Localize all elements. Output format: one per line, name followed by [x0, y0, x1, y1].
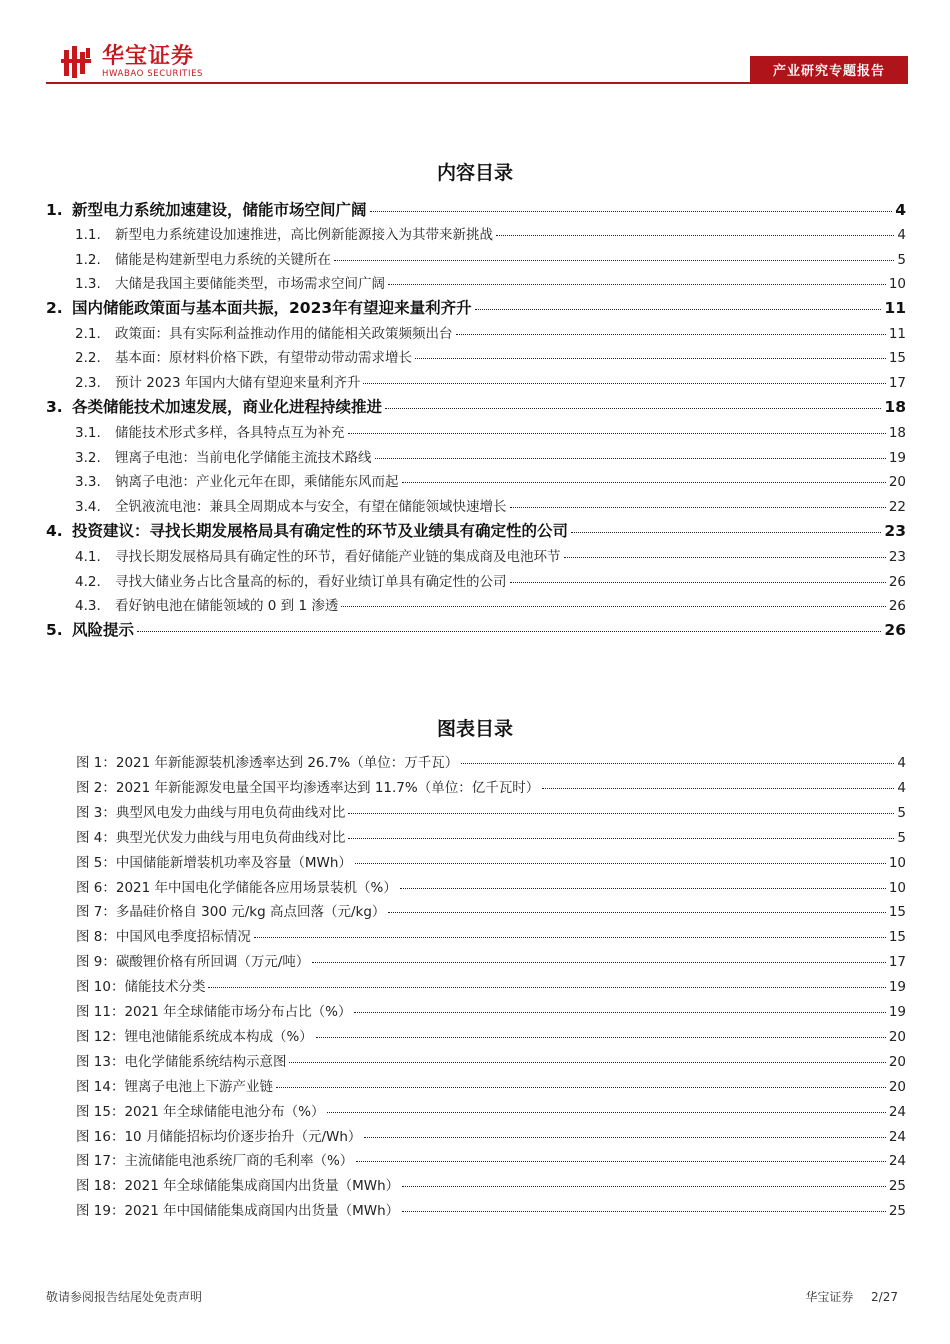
- entry-page-number: 19: [888, 979, 906, 996]
- entry-page-number: 4: [895, 201, 906, 219]
- entry-label: 图 3：典型风电发力曲线与用电负荷曲线对比: [76, 804, 346, 821]
- entry-label: 基本面：原材料价格下跌，有望带动带动需求增长: [115, 350, 412, 366]
- entry-page-number: 10: [888, 276, 906, 292]
- entry-label: 寻找大储业务占比含量高的标的，看好业绩订单具有确定性的公司: [115, 574, 507, 590]
- entry-label: 图 7：多晶硅价格自 300 元/kg 高点回落（元/kg）: [76, 904, 386, 921]
- entry-page-number: 10: [888, 854, 906, 871]
- page-number: 2/27: [871, 1290, 898, 1304]
- figure-entry[interactable]: [76, 776, 906, 800]
- entry-label: 图 16：10 月储能招标均价逐步抬升（元/Wh）: [76, 1128, 362, 1145]
- figure-entry[interactable]: [76, 1149, 906, 1173]
- entry-page-number: 24: [888, 1103, 906, 1120]
- entry-label: 图 6：2021 年中国电化学储能各应用场景装机（%）: [76, 879, 397, 896]
- entry-label: 图 13：电化学储能系统结构示意图: [76, 1053, 287, 1070]
- dot-leader: [348, 838, 894, 839]
- dot-leader: [370, 211, 893, 212]
- entry-number: 1.3.: [75, 276, 101, 292]
- dot-leader: [355, 863, 886, 864]
- entry-page-number: 24: [888, 1153, 906, 1170]
- entry-label: 图 8：中国风电季度招标情况: [76, 929, 251, 946]
- entry-label: 图 2：2021 年新能源发电量全国平均渗透率达到 11.7%（单位：亿千瓦时）: [76, 779, 540, 796]
- dot-leader: [475, 309, 882, 310]
- dot-leader: [510, 582, 886, 583]
- entry-page-number: 4: [897, 227, 906, 243]
- dot-leader: [456, 334, 886, 335]
- toc-section-entry[interactable]: [75, 545, 906, 569]
- figure-list-title: 图表目录: [436, 718, 513, 740]
- entry-page-number: 19: [888, 1004, 906, 1020]
- entry-label: 图 14：锂离子电池上下游产业链: [76, 1078, 273, 1095]
- toc-section-entry[interactable]: [75, 223, 906, 247]
- page-footer: [0, 1280, 950, 1310]
- entry-label: 图 5：中国储能新增装机功率及容量（MWh）: [76, 854, 352, 871]
- entry-label: 图 17：主流储能电池系统厂商的毛利率（%）: [76, 1153, 354, 1170]
- toc-section-entry[interactable]: [75, 446, 906, 470]
- entry-label: 风险提示: [72, 621, 135, 639]
- entry-label: 国内储能政策面与基本面共振，2023年有望迎来量利齐升: [72, 299, 472, 317]
- dot-leader: [312, 962, 885, 963]
- dot-leader: [341, 606, 885, 607]
- entry-label: 图 11：2021 年全球储能市场分布占比（%）: [76, 1004, 352, 1020]
- dot-leader: [316, 1037, 886, 1038]
- entry-page-number: 15: [888, 904, 906, 921]
- entry-label: 看好钠电池在储能领域的 0 到 1 渗透: [115, 598, 339, 614]
- toc-section-entry[interactable]: [75, 495, 906, 519]
- entry-label: 寻找长期发展格局具有确定性的环节，看好储能产业链的集成商及电池环节: [115, 549, 561, 565]
- entry-label: 图 9：碳酸锂价格有所回调（万元/吨）: [76, 954, 310, 971]
- entry-page-number: 20: [888, 1078, 906, 1095]
- toc-chapter-entry[interactable]: [46, 395, 906, 419]
- toc-title: 内容目录: [436, 162, 513, 184]
- footer-brand: 华宝证券: [805, 1290, 854, 1304]
- entry-label: 钠离子电池：产业化元年在即，乘储能东风而起: [115, 474, 399, 490]
- dot-leader: [289, 1062, 885, 1063]
- logo-english-name: HWABAO SECURITIES: [102, 69, 204, 79]
- entry-label: 锂离子电池：当前电化学储能主流技术路线: [115, 450, 372, 466]
- entry-page-number: 26: [888, 598, 906, 614]
- entry-number: 4.: [46, 522, 63, 540]
- entry-number: 2.1.: [75, 326, 101, 342]
- toc-section-entry[interactable]: [75, 346, 906, 370]
- entry-page-number: 11: [884, 299, 906, 317]
- toc-chapter-entry[interactable]: [46, 519, 906, 543]
- dot-leader: [415, 358, 886, 359]
- figure-entry[interactable]: [76, 826, 906, 850]
- entry-page-number: 4: [897, 779, 906, 796]
- entry-label: 各类储能技术加速发展，商业化进程持续推进: [72, 398, 383, 416]
- dot-leader: [400, 888, 886, 889]
- dot-leader: [402, 1186, 886, 1187]
- entry-label: 全钒液流电池：兼具全周期成本与安全，有望在储能领域快速增长: [115, 499, 507, 515]
- dot-leader: [402, 482, 886, 483]
- entry-page-number: 18: [888, 425, 906, 441]
- entry-label: 预计 2023 年国内大储有望迎来量利齐升: [115, 375, 361, 391]
- report-type-badge: 产业研究专题报告: [750, 56, 908, 82]
- dot-leader: [571, 532, 881, 533]
- logo-chinese-name: 华宝证券: [102, 44, 195, 69]
- toc-section-entry[interactable]: [75, 594, 906, 618]
- dot-leader: [363, 383, 885, 384]
- figure-entry[interactable]: [76, 876, 906, 900]
- entry-label: 政策面：具有实际利益推动作用的储能相关政策频频出台: [115, 326, 453, 342]
- entry-number: 1.1.: [75, 227, 101, 243]
- entry-page-number: 20: [888, 474, 906, 490]
- dot-leader: [348, 813, 894, 814]
- entry-label: 储能是构建新型电力系统的关键所在: [115, 252, 331, 268]
- entry-label: 图 1：2021 年新能源装机渗透率达到 26.7%（单位：万千瓦）: [76, 755, 459, 771]
- entry-label: 新型电力系统加速建设，储能市场空间广阔: [72, 201, 367, 219]
- dot-leader: [208, 987, 885, 988]
- entry-label: 储能技术形式多样，各具特点互为补充: [115, 425, 345, 441]
- figure-entry[interactable]: [76, 1000, 906, 1024]
- dot-leader: [564, 557, 886, 558]
- entry-page-number: 11: [888, 326, 906, 342]
- entry-label: 新型电力系统建设加速推进，高比例新能源接入为其带来新挑战: [115, 227, 493, 243]
- toc-section-entry[interactable]: [75, 570, 906, 594]
- entry-number: 4.1.: [75, 549, 101, 565]
- figure-entry[interactable]: [76, 900, 906, 924]
- figure-entry[interactable]: [76, 950, 906, 974]
- figure-entry[interactable]: [76, 1075, 906, 1099]
- figure-entry[interactable]: [76, 975, 906, 999]
- figure-entry[interactable]: [76, 751, 906, 775]
- dot-leader: [356, 1161, 886, 1162]
- entry-page-number: 26: [888, 574, 906, 590]
- figure-entry[interactable]: [76, 1025, 906, 1049]
- entry-number: 1.: [46, 201, 63, 219]
- toc-chapter-entry[interactable]: [46, 618, 906, 642]
- toc-section-entry[interactable]: [75, 322, 906, 346]
- entry-number: 4.3.: [75, 598, 101, 614]
- dot-leader: [496, 235, 894, 236]
- entry-page-number: 19: [888, 450, 906, 466]
- entry-number: 1.2.: [75, 252, 101, 268]
- dot-leader: [137, 631, 881, 632]
- entry-page-number: 5: [897, 252, 906, 268]
- dot-leader: [402, 1211, 886, 1212]
- entry-page-number: 23: [884, 522, 906, 540]
- entry-number: 3.1.: [75, 425, 101, 441]
- toc-chapter-entry[interactable]: [46, 198, 906, 222]
- dot-leader: [334, 260, 894, 261]
- entry-label: 图 12：锂电池储能系统成本构成（%）: [76, 1028, 313, 1045]
- header-divider: [46, 82, 908, 84]
- toc-chapter-entry[interactable]: [46, 296, 906, 320]
- toc-section-entry[interactable]: [75, 248, 906, 272]
- figure-entry[interactable]: [76, 1174, 906, 1198]
- entry-label: 图 10：储能技术分类: [76, 979, 206, 996]
- toc-section-entry[interactable]: [75, 272, 906, 296]
- hwabao-logo-icon: [60, 44, 96, 80]
- entry-number: 3.2.: [75, 450, 101, 466]
- figure-entry[interactable]: [76, 1050, 906, 1074]
- entry-number: 2.: [46, 299, 63, 317]
- figure-entry[interactable]: [76, 1199, 906, 1223]
- dot-leader: [254, 937, 886, 938]
- entry-label: 图 15：2021 年全球储能电池分布（%）: [76, 1103, 325, 1120]
- entry-page-number: 10: [888, 879, 906, 896]
- dot-leader: [364, 1137, 885, 1138]
- entry-page-number: 20: [888, 1053, 906, 1070]
- entry-page-number: 5: [897, 804, 906, 821]
- figure-entry[interactable]: [76, 925, 906, 949]
- entry-label: 图 4：典型光伏发力曲线与用电负荷曲线对比: [76, 829, 346, 846]
- figure-entry[interactable]: [76, 801, 906, 825]
- dot-leader: [388, 284, 886, 285]
- entry-page-number: 4: [897, 755, 906, 771]
- toc-section-entry[interactable]: [75, 371, 906, 395]
- dot-leader: [375, 458, 886, 459]
- toc-section-entry[interactable]: [75, 421, 906, 445]
- entry-number: 5.: [46, 621, 63, 639]
- entry-number: 2.2.: [75, 350, 101, 366]
- entry-label: 图 18：2021 年全球储能集成商国内出货量（MWh）: [76, 1178, 400, 1195]
- entry-number: 2.3.: [75, 375, 101, 391]
- company-logo: [60, 42, 203, 82]
- entry-page-number: 24: [888, 1128, 906, 1145]
- entry-number: 3.3.: [75, 474, 101, 490]
- dot-leader: [388, 912, 885, 913]
- dot-leader: [327, 1112, 885, 1113]
- entry-number: 4.2.: [75, 574, 101, 590]
- dot-leader: [348, 433, 886, 434]
- entry-page-number: 25: [888, 1203, 906, 1220]
- disclaimer-note: 敬请参阅报告结尾处免责声明: [46, 1290, 203, 1304]
- entry-label: 大储是我国主要储能类型，市场需求空间广阔: [115, 276, 385, 292]
- entry-page-number: 5: [897, 829, 906, 846]
- dot-leader: [542, 788, 894, 789]
- entry-page-number: 22: [888, 499, 906, 515]
- dot-leader: [276, 1087, 886, 1088]
- dot-leader: [354, 1012, 885, 1013]
- figure-entry[interactable]: [76, 1125, 906, 1149]
- dot-leader: [510, 507, 886, 508]
- entry-page-number: 15: [888, 350, 906, 366]
- entry-page-number: 26: [884, 621, 906, 639]
- entry-page-number: 23: [888, 549, 906, 565]
- entry-page-number: 17: [888, 954, 906, 971]
- entry-number: 3.: [46, 398, 63, 416]
- dot-leader: [385, 408, 881, 409]
- entry-page-number: 17: [888, 375, 906, 391]
- dot-leader: [461, 763, 894, 764]
- entry-page-number: 18: [884, 398, 906, 416]
- entry-number: 3.4.: [75, 499, 101, 515]
- figure-entry[interactable]: [76, 851, 906, 875]
- toc-section-entry[interactable]: [75, 470, 906, 494]
- entry-label: 投资建议：寻找长期发展格局具有确定性的环节及业绩具有确定性的公司: [72, 522, 569, 540]
- footer-page-info: [805, 1288, 898, 1305]
- entry-label: 图 19：2021 年中国储能集成商国内出货量（MWh）: [76, 1203, 400, 1220]
- figure-entry[interactable]: [76, 1100, 906, 1124]
- entry-page-number: 25: [888, 1178, 906, 1195]
- entry-page-number: 15: [888, 929, 906, 946]
- entry-page-number: 20: [888, 1028, 906, 1045]
- page-header: [0, 0, 950, 100]
